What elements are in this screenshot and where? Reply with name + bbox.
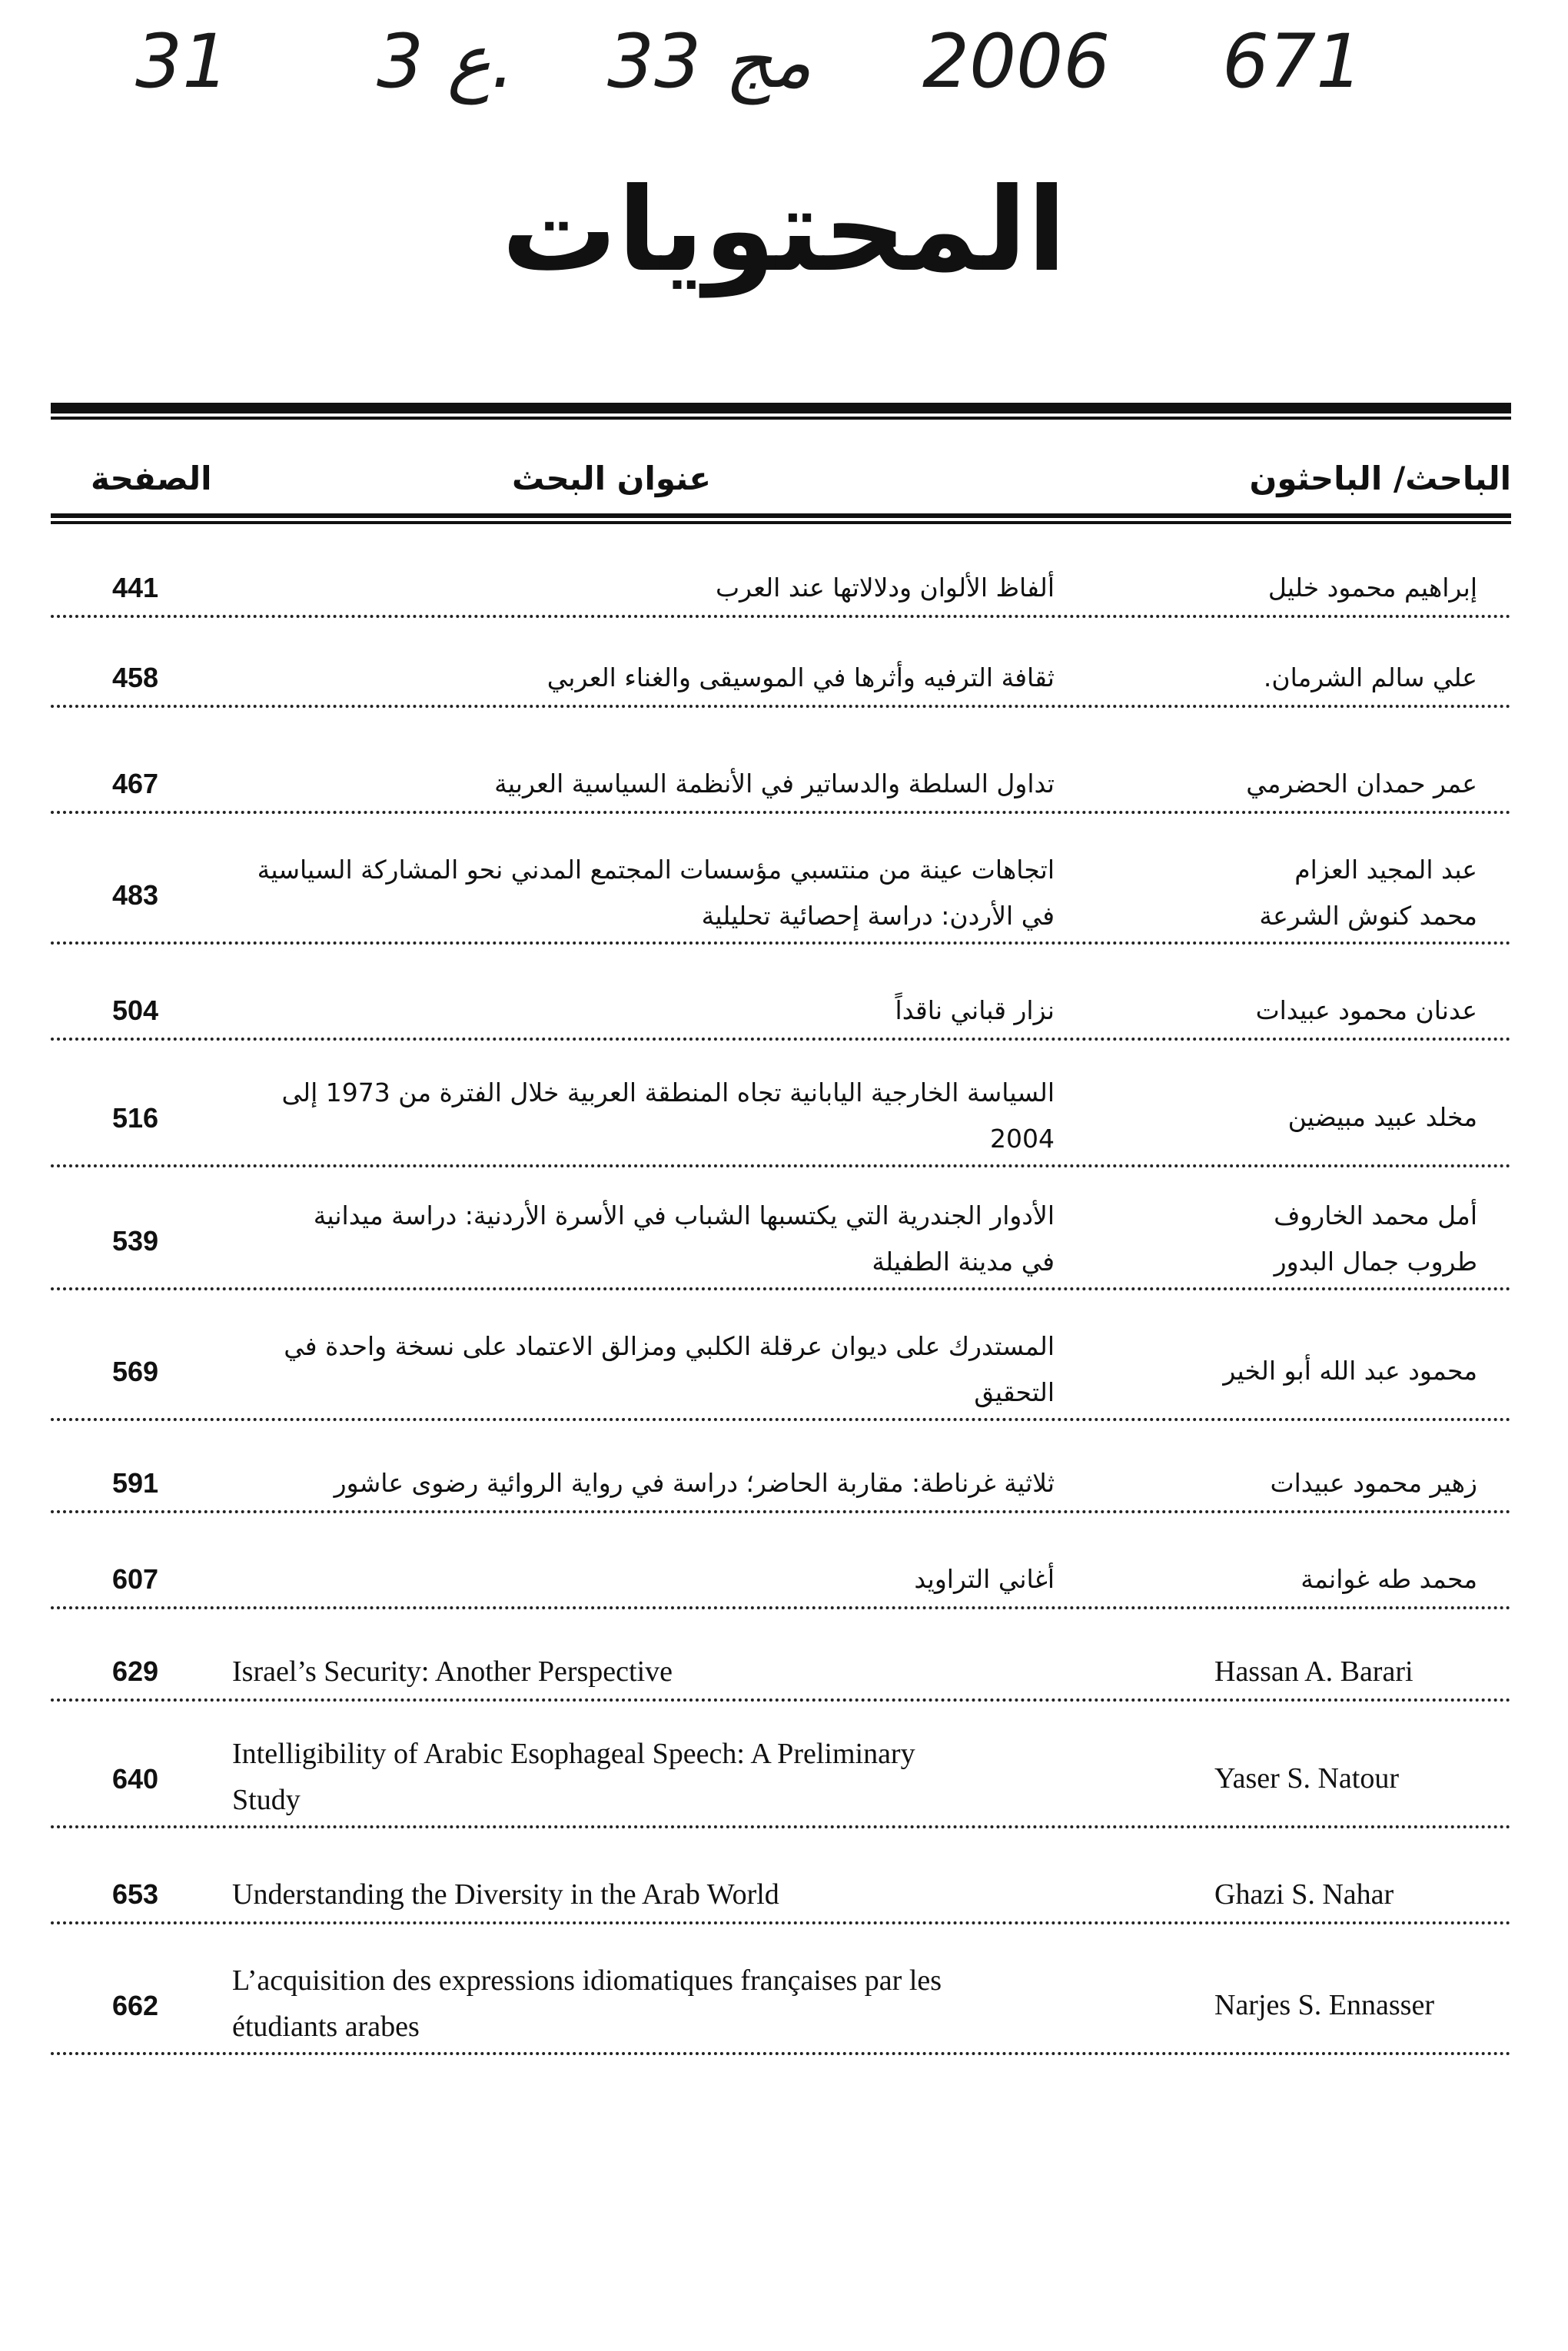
entry-title-line: ثقافة الترفيه وأثرها في الموسيقى والغناء العربي [546,662,1055,692]
entry-title-line: Study [232,1784,301,1816]
entry-author-name: Narjes S. Ennasser [1214,1988,1434,2021]
page-number: 483 [112,878,159,911]
handwritten-issue: 3 ع. [377,18,515,105]
page-number: 441 [112,571,159,603]
table-row [51,1330,1511,1421]
table-row [51,1199,1511,1290]
entry-author [1214,1871,1511,1918]
handwritten-annotation [0,18,1568,134]
entry-title [232,1871,1062,1918]
entry-title-line: الأدوار الجندرية التي يكتسبها الشباب في الأسرة الأردنية: دراسة ميدانية [313,1200,1055,1230]
page-number: 662 [112,1989,159,2021]
entry-title [228,1556,1055,1602]
page-number: 653 [112,1878,159,1910]
entry-title [228,988,1055,1034]
entry-author-name: عدنان محمود عبيدات [1255,995,1477,1025]
handwritten-ref: 31 [135,18,230,105]
page-number: 607 [112,1562,159,1595]
table-row [51,761,1511,814]
entry-author [1111,1556,1511,1602]
entry-author-name: علي سالم الشرمان. [1263,662,1477,692]
entry-author [1111,655,1511,701]
entry-author-name: Yaser S. Natour [1214,1762,1399,1795]
entry-author [1214,1755,1511,1801]
header-researcher: الباحث/ الباحثون [1249,460,1511,497]
page-number: 539 [112,1224,159,1257]
entry-title-line: المستدرك على ديوان عرقلة الكلبي ومزالق الاعتماد على نسخة واحدة في [284,1331,1055,1361]
entry-author-name: محمد كنوش الشرعة [1259,901,1477,931]
handwritten-code: 671 [1222,18,1364,105]
entry-author-name: Hassan A. Barari [1214,1655,1414,1688]
table-row [51,655,1511,708]
entry-author-name: عبد المجيد العزام [1294,855,1477,885]
entry-author-name: Ghazi S. Nahar [1214,1878,1394,1911]
page-number: 591 [112,1466,159,1499]
entry-title [228,1193,1055,1285]
entry-title-line: Intelligibility of Arabic Esophageal Speech: A Preliminary [232,1738,915,1770]
entry-author-name: أمل محمد الخاروف [1274,1200,1477,1230]
entry-author [1111,1460,1511,1506]
table-row [51,1076,1511,1167]
table-header [51,460,1511,513]
entry-title-line: 2004 [990,1124,1055,1154]
header-page: الصفحة [91,460,212,497]
entry-title-line: ثلاثية غرناطة: مقاربة الحاضر؛ دراسة في رواية الروائية رضوى عاشور [334,1468,1055,1498]
table-row [51,988,1511,1041]
entry-author [1111,565,1511,611]
entry-title [228,847,1055,939]
top-rule [51,403,1511,413]
page-number: 467 [112,767,159,799]
top-rule-thin [51,417,1511,420]
entry-author [1214,1982,1511,2028]
entry-title [232,1649,1062,1695]
entry-author [1214,1649,1511,1695]
entry-author [1111,761,1511,807]
header-rule-thin [51,521,1511,524]
page-number: 629 [112,1655,159,1687]
table-row [51,1737,1511,1828]
page-number: 504 [112,994,159,1026]
entry-title [228,655,1055,701]
entry-title [228,565,1055,611]
entry-author-name: محمد طه غوانمة [1301,1564,1477,1594]
table-row [51,1964,1511,2055]
table-row [51,565,1511,618]
table-row [51,1556,1511,1609]
page-title: المحتويات [501,164,1067,297]
entry-author-name: طروب جمال البدور [1274,1247,1477,1277]
entry-title-line: étudiants arabes [232,2011,420,2043]
entry-title-line: في مدينة الطفيلة [872,1247,1055,1277]
entry-title-line: أغاني التراويد [914,1564,1055,1594]
table-row [51,853,1511,945]
entry-title [228,1460,1055,1506]
entry-title-line: في الأردن: دراسة إحصائية تحليلية [701,901,1055,931]
handwritten-volume: 33 مج [607,18,812,105]
entry-title-line: ألفاظ الألوان ودلالاتها عند العرب [715,573,1055,603]
header-title: عنوان البحث [512,460,712,497]
page-number: 458 [112,661,159,693]
entry-title-line: السياسة الخارجية اليابانية تجاه المنطقة العربية خلال الفترة من 1973 إلى [281,1078,1055,1107]
entry-author [1111,847,1511,939]
entry-author [1111,1348,1511,1394]
entry-author-name: عمر حمدان الحضرمي [1246,769,1477,799]
entry-title-line: L’acquisition des expressions idiomatiques françaises par les [232,1964,942,1997]
entry-title-line: Understanding the Diversity in the Arab World [232,1878,779,1911]
entry-title-line: نزار قباني ناقداً [895,995,1055,1025]
entry-author [1111,1094,1511,1141]
entry-title-line: تداول السلطة والدساتير في الأنظمة السياسية العربية [494,769,1055,799]
table-row [51,1460,1511,1513]
entry-author-name: مخلد عبيد مبيضين [1287,1101,1477,1132]
entry-title-line: Israel’s Security: Another Perspective [232,1655,673,1688]
entry-title [232,1958,1062,2050]
table-row [51,1649,1511,1702]
entry-title-line: التحقيق [974,1377,1055,1407]
entry-author-name: محمود عبد الله أبو الخير [1223,1355,1477,1386]
entry-author-name: إبراهيم محمود خليل [1267,573,1477,603]
header-rule [51,513,1511,518]
table-row [51,1871,1511,1924]
entry-title [228,1070,1055,1162]
handwritten-year: 2006 [922,18,1111,105]
entry-author [1111,988,1511,1034]
entry-author-name: زهير محمود عبيدات [1270,1468,1477,1498]
page-number: 569 [112,1355,159,1387]
entry-title [228,1323,1055,1416]
entry-title [228,761,1055,807]
entry-author [1111,1193,1511,1285]
page-number: 640 [112,1762,159,1795]
entry-title [232,1731,1062,1823]
page-number: 516 [112,1101,159,1134]
entry-title-line: اتجاهات عينة من منتسبي مؤسسات المجتمع المدني نحو المشاركة السياسية [257,855,1055,885]
